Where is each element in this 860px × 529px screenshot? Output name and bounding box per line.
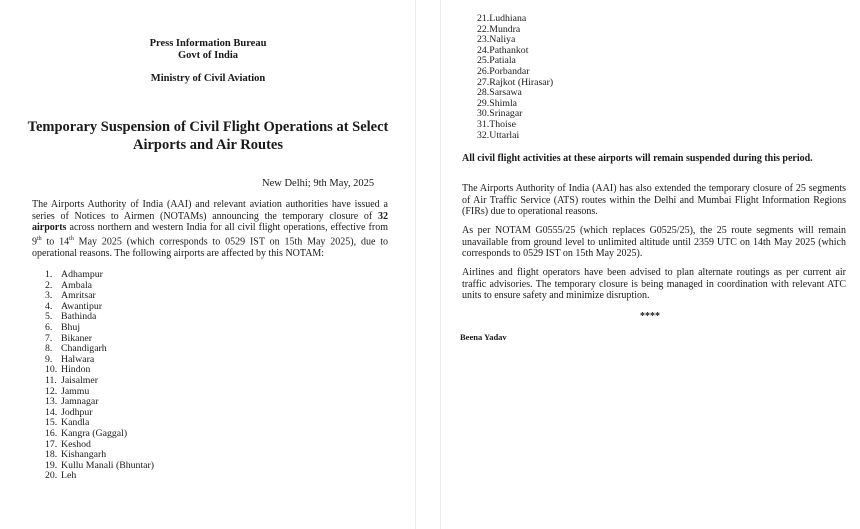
suspended-note: All civil flight activities at these airports will remain suspended during this period. <box>462 153 813 164</box>
airport-name: Porbandar <box>489 65 530 77</box>
airport-number: 6. <box>45 321 53 333</box>
airport-number: 3. <box>45 290 53 302</box>
intro-sup-2: th <box>69 235 74 242</box>
airport-number: 1. <box>45 269 53 280</box>
airport-name: Jaisalmer <box>61 374 98 386</box>
intro-bold-count: 32 airports <box>32 210 388 234</box>
airport-name: Jamnagar <box>61 396 99 408</box>
page-title: Temporary Suspension of Civil Flight Operations at Select Airports and Air Routes <box>27 119 389 153</box>
signature: Beena Yadav <box>460 332 507 342</box>
airport-number: 20. <box>45 470 58 482</box>
intro-text-1: The Airports Authority of India (AAI) and relevant aviation authorities have issued a series of Notices to Airmen (NOTAMs) announcing the temporary closure of <box>32 199 388 222</box>
airport-item <box>477 131 553 142</box>
airport-name: Leh <box>61 470 77 482</box>
ats-paragraph: The Airports Authority of India (AAI) has also extended the temporary closure of 25 segments of Air Traffic Service (ATS) routes within the Delhi and Mumbai Flight Information Regions (FIRs) due to operational reasons. <box>462 183 846 218</box>
airport-number: 7. <box>45 332 53 344</box>
airport-number: 11. <box>45 374 57 386</box>
airport-number: 32. <box>477 129 490 141</box>
airport-name: Kullu Manali (Bhuntar) <box>61 459 155 471</box>
airport-name: Uttarlai <box>489 129 520 141</box>
airport-name: Mundra <box>489 23 521 35</box>
airport-number: 19. <box>45 459 58 471</box>
airport-name: Hindon <box>61 364 91 376</box>
airport-number: 16. <box>45 427 58 439</box>
airport-number: 14. <box>45 406 58 418</box>
airport-list-right <box>477 14 553 141</box>
airport-name: Adhampur <box>61 269 103 280</box>
airport-name: Bikaner <box>61 332 93 344</box>
airport-name: Rajkot (Hirasar) <box>489 76 554 88</box>
airport-name: Kishangarh <box>61 449 107 461</box>
intro-sup-1: th <box>37 235 42 242</box>
airport-number: 29. <box>477 97 490 109</box>
bureau-name: Press Information Bureau <box>149 38 267 49</box>
airport-number: 27. <box>477 76 490 88</box>
airport-number: 10. <box>45 364 58 376</box>
airport-name: Naliya <box>489 34 516 46</box>
airport-name: Amritsar <box>61 290 96 302</box>
airport-name: Bhuj <box>61 321 81 333</box>
dateline: New Delhi; 9th May, 2025 <box>262 178 375 189</box>
section-stars: **** <box>640 311 660 322</box>
airport-name: Jammu <box>61 385 90 397</box>
airport-number: 9. <box>45 353 53 365</box>
airport-list-left <box>45 270 154 482</box>
airport-name: Awantipur <box>61 300 103 312</box>
airport-name: Chandigarh <box>61 343 107 355</box>
intro-paragraph <box>32 199 388 259</box>
airport-name: Bathinda <box>61 311 97 323</box>
airport-name: Kandla <box>61 417 90 429</box>
airlines-paragraph: Airlines and flight operators have been advised to plan alternate routings as per current air traffic advisories. The temporary closure is being managed in coordination with relevant ATC units to ensure safety and minimize disruption. <box>462 267 846 302</box>
airport-number: 8. <box>45 343 53 355</box>
intro-text-4: May 2025 (which corresponds to 0529 IST on 15th May 2025), due to operational reasons. The following airports are affected by this NOTAM: <box>32 236 389 259</box>
airport-number: 5. <box>45 311 53 323</box>
notam-paragraph: As per NOTAM G0555/25 (which replaces G0525/25), the 25 route segments will remain unavailable from ground level to unlimited altitude until 2359 UTC on 14th May 2025 (which corresponds to 0529 IST on 15th May 2025). <box>462 225 846 260</box>
airport-name: Shimla <box>489 97 518 109</box>
airport-item <box>45 471 154 482</box>
airport-number: 25. <box>477 55 490 67</box>
airport-number: 30. <box>477 108 490 120</box>
airport-name: Ambala <box>61 279 93 291</box>
airport-number: 13. <box>45 396 58 408</box>
airport-number: 31. <box>477 118 490 130</box>
airport-number: 21. <box>477 13 490 24</box>
airport-name: Halwara <box>61 353 95 365</box>
airport-number: 4. <box>45 300 53 312</box>
government-name: Govt of India <box>177 50 239 61</box>
airport-name: Srinagar <box>489 108 523 120</box>
airport-number: 2. <box>45 279 53 291</box>
airport-number: 17. <box>45 438 58 450</box>
airport-name: Patiala <box>489 55 516 67</box>
airport-name: Jodhpur <box>61 406 93 418</box>
airport-number: 12. <box>45 385 58 397</box>
airport-number: 24. <box>477 44 490 56</box>
airport-number: 26. <box>477 65 490 77</box>
airport-name: Thoise <box>489 118 516 130</box>
airport-number: 23. <box>477 34 490 46</box>
airport-name: Pathankot <box>489 44 529 56</box>
airport-number: 15. <box>45 417 58 429</box>
intro-text-3: to 14 <box>41 236 70 248</box>
airport-name: Kangra (Gaggal) <box>61 427 128 439</box>
airport-number: 22. <box>477 23 490 35</box>
airport-number: 18. <box>45 449 58 461</box>
airport-number: 28. <box>477 87 490 99</box>
airport-name: Keshod <box>61 438 91 450</box>
airport-name: Sarsawa <box>489 87 522 99</box>
airport-name: Ludhiana <box>489 13 527 24</box>
ministry-name: Ministry of Civil Aviation <box>150 73 266 84</box>
intro-text-2: across northern and western India for all civil flight operations, effective from 9 <box>32 222 388 248</box>
